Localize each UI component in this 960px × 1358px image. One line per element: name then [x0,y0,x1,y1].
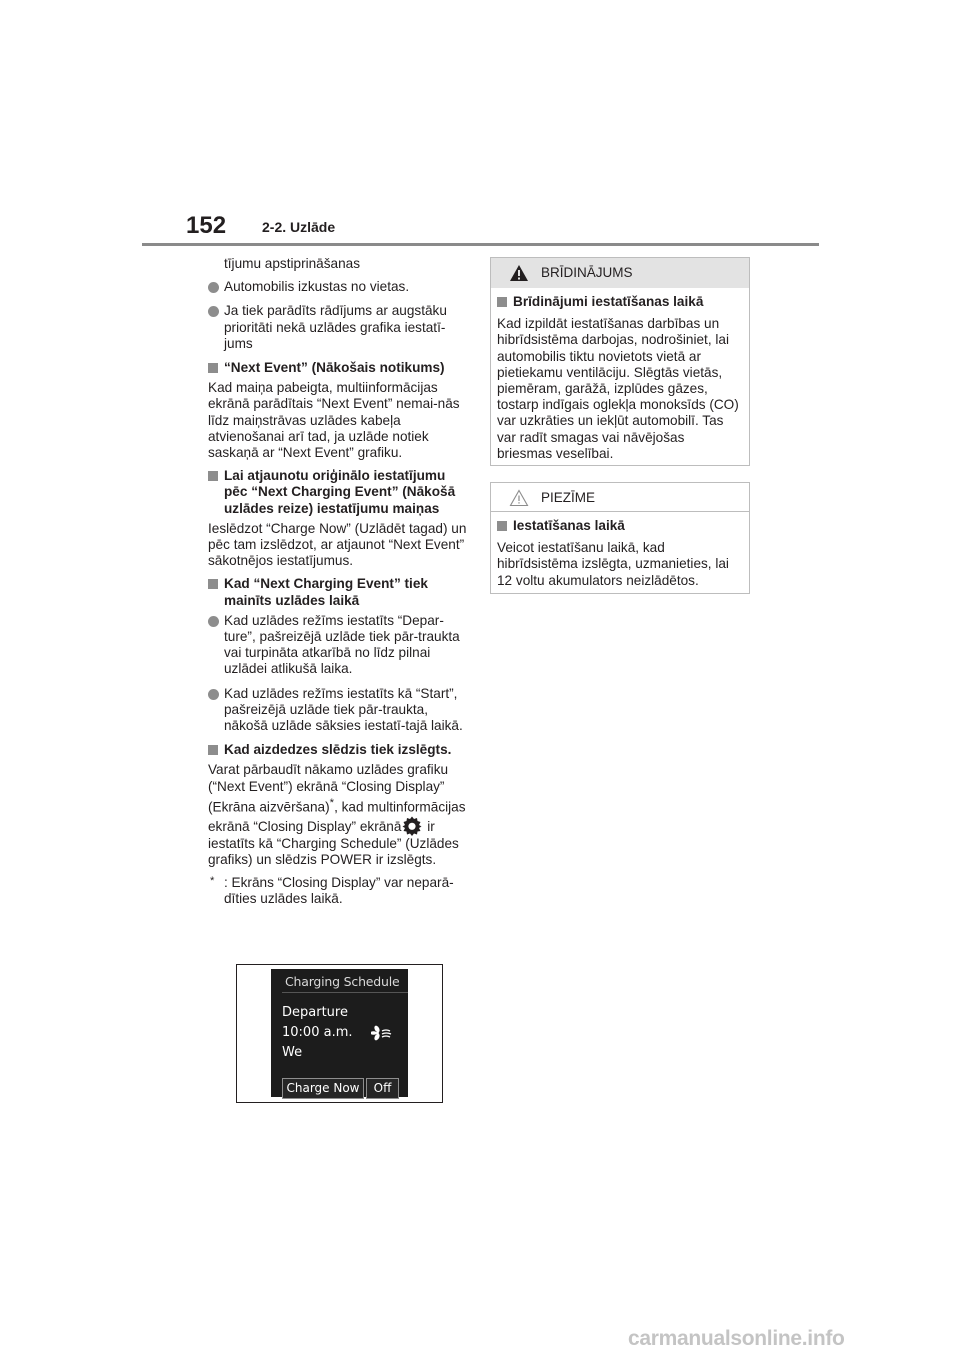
footnote [208,875,470,907]
warning-text: Kad izpildāt iestatīšanas darbības un hibrīdsistēma darbojas, nodrošiniet, lai automobilis tiktu novietots vietā ar pietiekamu ventilāciju. Slēgtās vietās, piemēram, garāžā, izplūdes gāzes, tostarp indīgais oglekļa monoksīds (CO) var uzkrāties un iekļūt automobilī. Tas var radīt smagas vai nāvējošas briesmas veselībai. [497,316,739,461]
section-title: 2-2. Uzlāde [262,219,336,235]
watermark: carmanualsonline.info [628,1327,845,1350]
square-marker-icon [208,745,218,755]
bullet-text: Automobilis izkustas no vietas. [224,279,410,295]
warning-subheading-text: Brīdinājumi iestatīšanas laikā [513,294,704,309]
charge-now-button[interactable]: Charge Now [282,1078,364,1099]
bullet-item [208,686,470,735]
charge-time: 10:00 a.m. [282,1025,353,1040]
bullet-dot-icon [208,689,219,700]
warning-header [491,258,749,288]
paragraph [208,762,470,868]
bullet-dot-icon [208,282,219,293]
bullet-item [208,613,470,678]
paragraph-part: Varat pārbaudīt nākamo uzlādes grafiku (“Next Event”) ekrānā “Closing Display” (Ekrāna aizvēršana) [208,762,449,815]
paragraph-part: ir iestatīts kā “Charging Schedule” (Uzlādes grafiks) un slēdzis POWER ir izslēgts. [208,818,459,867]
footnote-text: : Ekrāns “Closing Display” var neparā-dīties uzlādes laikā. [224,875,454,907]
bullet-item [208,303,470,352]
square-marker-icon [497,297,507,307]
bullet-text: Kad uzlādes režīms iestatīts kā “Start”, pašreizējā uzlāde tiek pār-traukta, nākošā uzlāde sāksies iestatī-tajā laikā. [224,685,463,734]
warning-title: BRĪDINĀJUMS [541,265,633,280]
subheading-text: Lai atjaunotu oriģinālo iestatījumu pēc “Next Charging Event” (Nākošā uzlādes reize) iestatījumu maiņas [224,468,456,516]
note-triangle-icon [509,489,529,507]
page-number: 152 [186,212,227,239]
continued-text: tījumu apstiprināšanas [224,256,361,271]
screen-title: Charging Schedule [285,974,400,989]
note-body [491,512,749,589]
bullet-text: Ja tiek parādīts rādījums ar augstāku prioritāti nekā uzlādes grafika iestatī-jums [224,303,447,351]
square-marker-icon [208,363,218,373]
warning-subheading [497,294,743,310]
warning-triangle-icon [509,264,529,282]
subheading-text: Kad “Next Charging Event” tiek mainīts uzlādes laikā [224,576,428,608]
warning-body [491,288,749,462]
subheading [208,360,470,376]
gear-icon [402,816,422,836]
bullet-item [208,279,470,295]
warning-box [490,257,750,466]
bullet-text: Kad uzlādes režīms iestatīts “Depar-ture”, pašreizējā uzlāde tiek pār-traukta vai turpināta atkarībā no līdz pilnai uzlādei atlikušā laika. [224,612,460,677]
note-text: Veicot iestatīšanu laikā, kad hibrīdsistēma izslēgta, uzmanieties, lai 12 voltu akumulators neizlādētos. [497,540,729,588]
square-marker-icon [497,521,507,531]
bullet-dot-icon [208,306,219,317]
paragraph: Ieslēdzot “Charge Now” (Uzlādēt tagad) un pēc tam izslēdzot, ar atjaunot “Next Event” sākotnējos iestatījumus. [208,520,467,569]
display-screen [271,969,408,1097]
note-subheading-text: Iestatīšanas laikā [513,518,625,533]
screen-figure [236,964,443,1103]
square-marker-icon [208,471,218,481]
charge-mode: Departure [282,1005,348,1020]
header-rule [142,243,819,246]
fan-icon [371,1025,393,1041]
subheading [208,742,470,758]
charge-day: We [282,1045,303,1060]
note-header [491,483,749,512]
page-header [0,0,960,250]
subheading-text: “Next Event” (Nākošais notikums) [224,360,445,376]
subheading [208,576,470,608]
subheading [208,468,470,517]
subheading-text: Kad aizdedzes slēdzis tiek izslēgts. [224,742,452,758]
square-marker-icon [208,579,218,589]
screen-divider [282,992,408,993]
paragraph-part: , kad multinformācijas ekrānā “Closing Display” ekrānā [208,799,466,834]
footnote-ref: * [329,796,335,809]
bullet-dot-icon [208,616,219,627]
paragraph: Kad maiņa pabeigta, multiinformācijas ekrānā parādītais “Next Event” nemai-nās līdz maiņstrāvas uzlādes kabeļa atvienošanai arī tad, ja uzlāde notiek saskaņā ar “Next Event” grafiku. [208,380,460,461]
footnote-mark: * [210,875,215,888]
note-box [490,482,750,594]
charge-now-toggle[interactable]: Off [366,1078,399,1099]
note-title: PIEZĪME [541,490,596,505]
note-subheading [497,518,743,534]
left-column [208,256,470,907]
